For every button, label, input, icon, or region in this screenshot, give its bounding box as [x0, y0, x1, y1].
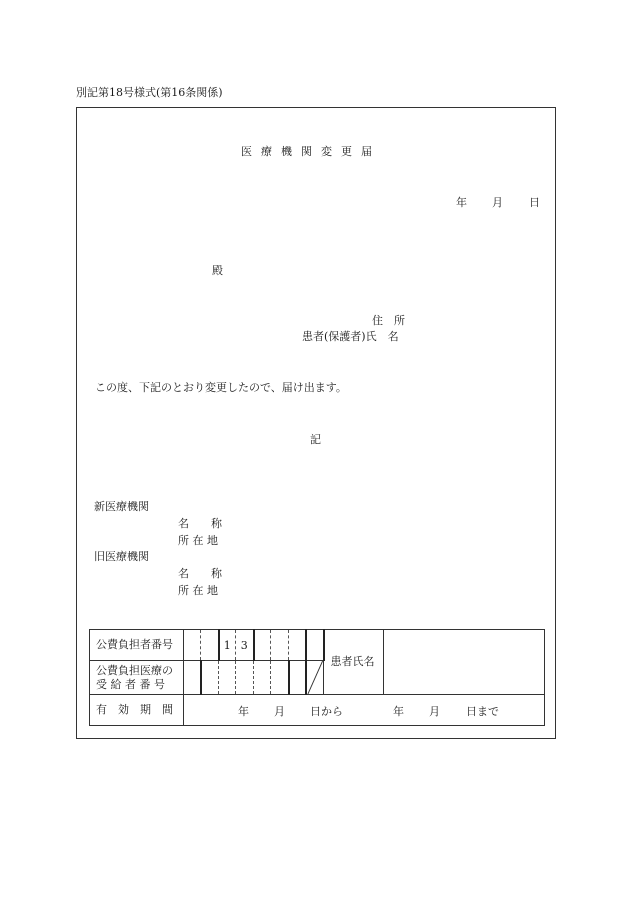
validity-from-day: 日から — [310, 705, 343, 718]
applicant-name-label: 患者(保護者)氏 名 — [302, 330, 399, 343]
payer-digit-5[interactable] — [254, 630, 271, 661]
payer-digit-8[interactable] — [306, 630, 324, 661]
recipient-digit-2[interactable] — [201, 661, 219, 695]
patient-name-label: 患者氏名 — [324, 630, 384, 695]
validity-label: 有 効 期 間 — [90, 695, 184, 726]
form-title: 医療機関変更届 — [241, 145, 381, 158]
recipient-digit-6[interactable] — [271, 661, 289, 695]
payer-digit-1[interactable] — [184, 630, 201, 661]
validity-to-month: 月 — [429, 705, 440, 718]
old-institution-location-label: 所 在 地 — [178, 584, 218, 597]
new-institution-name-label: 名 称 — [178, 517, 222, 530]
applicant-address-label: 住 所 — [372, 314, 405, 327]
recipient-digit-3[interactable] — [219, 661, 236, 695]
statement: この度、下記のとおり変更したので、届け出ます。 — [95, 381, 347, 394]
recipient-label-line2: 受 給 者 番 号 — [96, 677, 165, 691]
payer-number-label: 公費負担者番号 — [90, 630, 184, 661]
payer-digit-3[interactable]: 1 — [219, 630, 236, 661]
validity-from-month: 月 — [274, 705, 285, 718]
diagonal-line-icon — [307, 661, 324, 694]
payer-digit-2[interactable] — [201, 630, 219, 661]
payer-digit-4[interactable]: 3 — [236, 630, 254, 661]
recipient-number-label — [90, 661, 184, 695]
recipient-digit-5[interactable] — [254, 661, 271, 695]
date-day: 日 — [529, 196, 540, 209]
date-month: 月 — [492, 196, 503, 209]
old-institution-heading: 旧医療機関 — [94, 550, 149, 563]
date-year: 年 — [456, 196, 467, 209]
form-number: 別記第18号様式(第16条関係) — [76, 86, 223, 99]
info-table — [89, 629, 545, 726]
recipient-digit-4[interactable] — [236, 661, 254, 695]
patient-name-field[interactable] — [384, 630, 545, 695]
validity-to-day: 日まで — [466, 705, 499, 718]
new-institution-location-label: 所 在 地 — [178, 534, 218, 547]
recipient-label-line1: 公費負担医療の — [96, 663, 173, 677]
validity-period-field[interactable] — [184, 695, 545, 726]
validity-to-year: 年 — [393, 705, 404, 718]
old-institution-name-label: 名 称 — [178, 567, 222, 580]
ki-label: 記 — [310, 433, 321, 446]
payer-digit-6[interactable] — [271, 630, 289, 661]
recipient-digit-7[interactable] — [289, 661, 306, 695]
addressee-suffix: 殿 — [212, 264, 223, 277]
recipient-check-digit[interactable] — [306, 661, 324, 695]
new-institution-heading: 新医療機関 — [94, 500, 149, 513]
payer-digit-7[interactable] — [289, 630, 306, 661]
recipient-digit-1[interactable] — [184, 661, 201, 695]
validity-from-year: 年 — [238, 705, 249, 718]
